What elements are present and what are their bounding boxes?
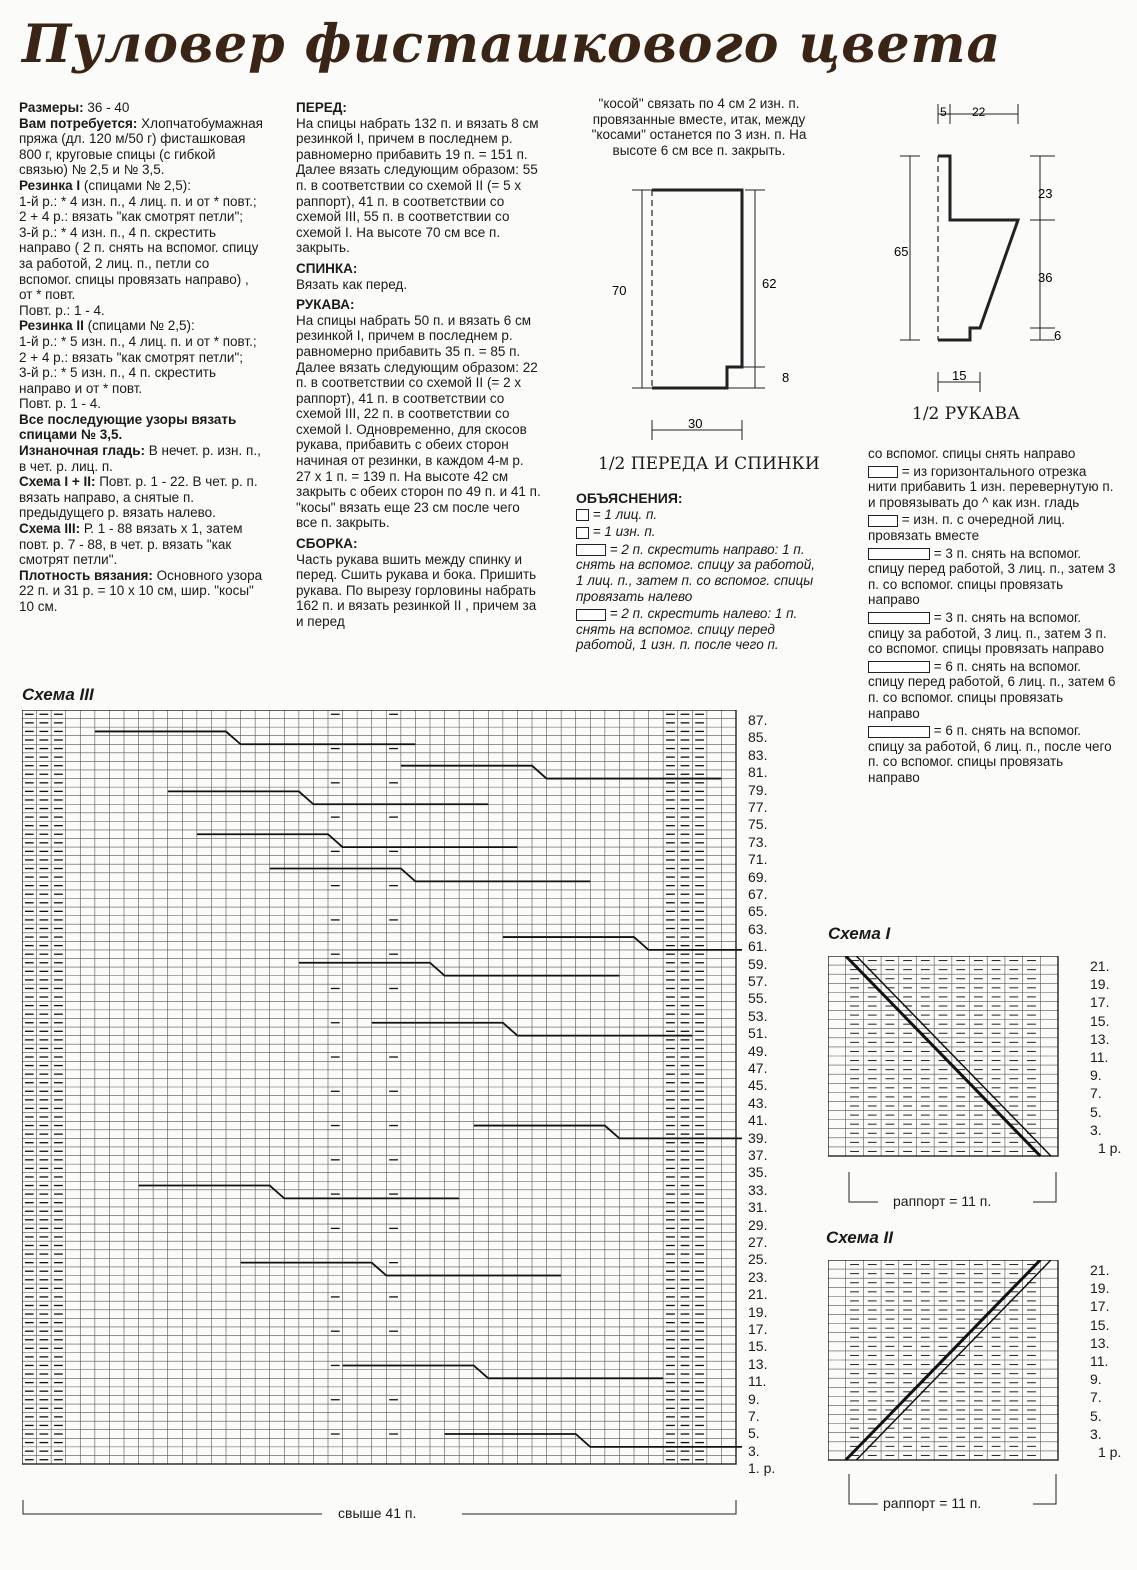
row-number: 5. <box>748 1425 760 1442</box>
dim-5: 5 <box>940 105 947 119</box>
instructions-heading: СПИНКА: <box>296 260 358 276</box>
materials-text: 36 - 40 <box>83 100 130 115</box>
materials-heading: Изнаночная гладь: <box>19 443 146 459</box>
row-number: 85. <box>748 729 768 746</box>
materials-paragraph <box>19 334 264 350</box>
materials-paragraph <box>19 318 264 334</box>
scheme2-label: Схема II <box>826 1228 893 1247</box>
materials-heading: Размеры: <box>19 100 84 115</box>
legend-item <box>576 507 826 523</box>
dim-30: 30 <box>688 416 703 431</box>
dim-6: 6 <box>1054 328 1062 343</box>
legend-text: = 3 п. снять на вспомог. спицу за работой, 3 лиц. п., затем 3 п. со вспомог. спицы провязать направо <box>868 609 1107 657</box>
scheme2-rapport: раппорт = 11 п. <box>883 1495 982 1511</box>
row-number: 23. <box>748 1268 768 1285</box>
materials-paragraph <box>19 521 264 568</box>
dim-8: 8 <box>782 370 790 385</box>
column-instructions <box>296 100 542 630</box>
materials-text: 3-й р.: * 5 изн. п., 4 п. скрестить направо и от * повт. <box>19 365 217 396</box>
dim-62: 62 <box>762 276 777 291</box>
legend-symbol-icon <box>868 548 930 560</box>
row-number: 59. <box>748 955 768 972</box>
legend-symbol-icon <box>576 544 606 556</box>
row-number: 21. <box>748 1286 768 1303</box>
legend-item <box>576 606 826 653</box>
row-number: 9. <box>748 1390 760 1407</box>
collar-text: "косой" связать по 4 см 2 изн. п. провязанные вместе, итак, между "косами" останется по 3 изн. п. На высоте 6 см все п. закрыть. <box>591 96 807 158</box>
row-number: 51. <box>748 1025 768 1042</box>
row-number: 73. <box>748 833 768 850</box>
row-number: 9. <box>1090 1067 1102 1084</box>
scheme1-label: Схема I <box>828 924 891 943</box>
legend-text: = изн. п. с очередной лиц. провязать вместе <box>868 512 1065 543</box>
row-number: 3. <box>748 1442 760 1459</box>
row-number: 65. <box>748 903 768 920</box>
row-number: 21. <box>1090 1262 1110 1278</box>
materials-heading: Схема I + II: <box>19 474 96 490</box>
instructions-heading: СБОРКА: <box>296 536 358 552</box>
row-number: 21. <box>1090 958 1110 974</box>
instructions-paragraph <box>296 261 542 292</box>
materials-text: Р. 1 - 88 вязать х 1, затем повт. р. 7 - 88, в чет. р. вязать "как смотрят петли". <box>19 521 243 568</box>
row-number: 33. <box>748 1181 768 1198</box>
legend-symbol-icon <box>868 466 898 478</box>
row-number: 19. <box>1090 1280 1110 1297</box>
materials-paragraph <box>19 116 264 178</box>
dim-65: 65 <box>894 244 909 259</box>
cable-line <box>474 1126 742 1139</box>
instructions-text: На спицы набрать 132 п. и вязать 8 см резинкой I, причем в последнем р. равномерно прибавить 19 п. = 151 п. Далее вязать следующим образом: 55 п. в соответствии со схемой II (= 5 х раппорт), 41 п. в соответствии со схемой III, 55 п. в соответствии со схемой I. На высоте 70 см все п. закрыть. <box>296 115 539 256</box>
materials-paragraph <box>19 225 264 303</box>
legend-text: = 3 п. снять на вспомог. спицу перед работой, 3 лиц. п., затем 3 п. со вспомог. спицы провязать направо <box>868 545 1116 608</box>
legend-symbol-icon <box>868 515 898 527</box>
row-number: 71. <box>748 851 768 868</box>
row-number: 37. <box>748 1147 768 1163</box>
legend-item <box>868 546 1116 608</box>
row-number: 15. <box>1090 1012 1110 1029</box>
row-number: 15. <box>748 1338 768 1355</box>
legend-right <box>868 446 1116 787</box>
instructions-heading: ПЕРЕД: <box>296 100 347 115</box>
front-back-schematic <box>590 170 820 450</box>
legend-item <box>868 464 1116 511</box>
grid-lines <box>22 710 736 1464</box>
legend-item <box>868 723 1116 785</box>
dim-70: 70 <box>612 283 627 298</box>
row-number: 1 р. <box>1098 1140 1122 1156</box>
row-number: 11. <box>1090 1353 1109 1369</box>
legend-symbol-icon <box>868 726 930 738</box>
materials-heading: Вам потребуется: <box>19 115 138 131</box>
materials-text: Повт. р. 1 - 22. В чет. р. п. вязать направо, а снятые п. предыдущего р. вязать налево. <box>19 474 258 521</box>
legend-symbol-icon <box>576 527 589 539</box>
instructions-text: Часть рукава вшить между спинку и перед. Сшить рукава и бока. Пришить рукава. По вырезу горловины набрать 162 п. и вязать резинкой II , причем за и перед <box>296 551 537 629</box>
row-number: 53. <box>748 1007 768 1024</box>
row-number: 5. <box>1090 1407 1102 1424</box>
scheme3-width-label: свыше 41 п. <box>338 1505 417 1521</box>
row-number: 31. <box>748 1199 768 1216</box>
dim-22: 22 <box>972 105 986 119</box>
row-number: 27. <box>748 1234 768 1250</box>
legend-text: = из горизонтального отрезка нити прибавить 1 изн. перевернутую п. и провязывать до ^ как изн. гладь <box>868 463 1114 510</box>
row-number: 13. <box>1090 1030 1110 1047</box>
row-number: 35. <box>748 1164 768 1181</box>
materials-paragraph <box>19 396 264 412</box>
dim-23: 23 <box>1038 186 1053 201</box>
row-number: 19. <box>748 1303 768 1320</box>
row-number: 41. <box>748 1112 768 1129</box>
row-number: 29. <box>748 1216 768 1233</box>
row-number: 15. <box>1090 1316 1110 1333</box>
row-number: 43. <box>748 1094 768 1111</box>
legend-text: = 1 изн. п. <box>589 524 656 540</box>
row-number: 77. <box>748 799 768 815</box>
scheme2-grid <box>828 1260 1078 1470</box>
legend-item <box>576 524 826 540</box>
row-number: 1. р. <box>748 1460 776 1477</box>
legend-text: = 6 п. снять на вспомог. спицу за работой, 6 лиц. п., после чего п. со вспомог. спицы провязать направо <box>868 723 1112 785</box>
row-number: 25. <box>748 1251 768 1268</box>
legend-text: = 1 лиц. п. <box>589 506 658 522</box>
materials-text: 3-й р.: * 4 изн. п., 4 п. скрестить направо ( 2 п. снять на вспомог. спицу за работой, 2 лиц. п., петли со вспомог. спицы провязать направо) , от * повт. <box>19 224 259 303</box>
materials-text: 2 + 4 р.: вязать "как смотрят петли"; <box>19 349 244 365</box>
row-number: 19. <box>1090 976 1110 993</box>
materials-paragraph <box>19 194 264 210</box>
sleeve-schematic <box>880 96 1070 396</box>
materials-text: Повт. р. 1 - 4. <box>19 396 102 412</box>
materials-text: (спицами № 2,5): <box>80 177 192 193</box>
materials-paragraph <box>19 100 264 116</box>
row-number: 7. <box>1090 1085 1102 1102</box>
legend-symbol-icon <box>868 612 930 624</box>
materials-paragraph <box>19 568 264 615</box>
materials-paragraph <box>19 209 264 225</box>
instructions-paragraph <box>296 536 542 630</box>
materials-text: 1-й р.: * 5 изн. п., 4 лиц. п. и от * повт.; <box>19 333 257 349</box>
page-title: Пуловер фисташкового цвета <box>22 14 1002 75</box>
row-number: 13. <box>1090 1334 1110 1351</box>
row-number: 17. <box>1090 994 1110 1011</box>
dim-36: 36 <box>1038 270 1053 285</box>
row-number: 79. <box>748 781 768 798</box>
row-number: 57. <box>748 973 768 989</box>
materials-heading: Резинка II <box>19 318 84 334</box>
row-number: 7. <box>748 1408 760 1424</box>
materials-paragraph <box>19 365 264 396</box>
materials-heading: Схема III: <box>19 521 81 537</box>
legend-item <box>868 446 1116 462</box>
row-number: 69. <box>748 868 768 885</box>
row-number: 13. <box>748 1355 768 1372</box>
row-number: 1 р. <box>1098 1444 1122 1460</box>
row-number: 81. <box>748 764 768 781</box>
materials-text: (спицами № 2,5): <box>83 318 195 334</box>
row-number: 67. <box>748 886 768 902</box>
legend-text: = 6 п. снять на вспомог. спицу перед работой, 6 лиц. п., затем 6 п. со вспомог. спицы провязать направо <box>868 658 1116 721</box>
row-number: 45. <box>748 1077 768 1094</box>
dim-15: 15 <box>952 368 967 383</box>
legend-symbol-icon <box>576 609 606 621</box>
scheme3-grid <box>22 710 742 1472</box>
sleeve-caption: 1/2 РУКАВА <box>912 404 1020 424</box>
instructions-text: На спицы набрать 50 п. и вязать 6 см резинкой I, причем в последнем р. равномерно прибавить 35 п. = 85 п. Далее вязать следующим образом: 22 п. в соответствии со схемой II (= 2 х раппорт), 41 п. в соответствии со схемой III, 22 п. в соответствии со схемой I. Одновременно, для скосов рукава, прибавить с обеих сторон начиная от резинки, в каждом 4-м р. 27 х 1 п. = 139 п. На высоте 42 см закрыть с обеих сторон по 49 п. и 41 п. "косы" вязать еще 23 см после чего все п. закрыть. <box>296 312 541 531</box>
materials-paragraph <box>19 350 264 366</box>
instructions-text: Вязать как перед. <box>296 276 408 292</box>
materials-text: В нечет. р. изн. п., в чет. р. лиц. п. <box>19 443 261 474</box>
row-number: 11. <box>748 1373 767 1390</box>
row-number: 11. <box>1090 1049 1109 1065</box>
row-number: 7. <box>1090 1389 1102 1406</box>
materials-paragraph <box>19 443 264 474</box>
row-number: 63. <box>748 920 768 937</box>
materials-text: 2 + 4 р.: вязать "как смотрят петли"; <box>19 209 244 225</box>
row-number: 83. <box>748 746 768 763</box>
row-number: 3. <box>1090 1425 1102 1442</box>
materials-text: Хлопчатобумажная пряжа (дл. 120 м/50 г) фисташковая 800 г, круговые спицы (с гибкой связью) № 2,5 и № 3,5. <box>19 115 263 178</box>
instructions-paragraph <box>296 297 542 531</box>
materials-heading: Все последующие узоры вязать спицами № 3,5. <box>19 411 237 443</box>
row-number: 49. <box>748 1042 768 1059</box>
instructions-paragraph <box>296 100 542 256</box>
scheme1-grid <box>828 956 1078 1166</box>
cable-line <box>445 1434 742 1447</box>
materials-paragraph <box>19 178 264 194</box>
materials-text: Повт. р.: 1 - 4. <box>19 302 105 318</box>
column-materials <box>19 100 264 615</box>
legend-left <box>576 491 826 655</box>
legend-symbol-icon <box>576 509 589 521</box>
legend-text: со вспомог. спицы снять направо <box>868 446 1076 461</box>
legend-symbol-icon <box>868 661 930 673</box>
scheme1-rapport: раппорт = 11 п. <box>893 1193 992 1209</box>
row-number: 87. <box>748 712 768 728</box>
row-number: 61. <box>748 938 768 955</box>
row-number: 5. <box>1090 1103 1102 1120</box>
materials-heading: Плотность вязания: <box>19 567 153 583</box>
materials-text: 1-й р.: * 4 изн. п., 4 лиц. п. и от * повт.; <box>19 193 257 209</box>
row-number: 17. <box>1090 1298 1110 1315</box>
front-back-caption: 1/2 ПЕРЕДА И СПИНКИ <box>598 454 820 474</box>
cable-line <box>503 937 742 950</box>
legend-text: = 2 п. скрестить направо: 1 п. снять на вспомог. спицу за работой, 1 лиц. п., затем п. со вспомог. спицы провязать налево <box>576 541 815 604</box>
materials-paragraph <box>19 474 264 521</box>
materials-paragraph <box>19 412 264 443</box>
legend-item <box>576 542 826 604</box>
row-number: 75. <box>748 816 768 833</box>
scheme3-label: Схема III <box>22 685 94 704</box>
materials-text: Основного узора 22 п. и 31 р. = 10 х 10 см, шир. "косы" 10 см. <box>19 567 263 614</box>
legend-item <box>868 659 1116 721</box>
instructions-heading: РУКАВА: <box>296 297 355 313</box>
row-number: 39. <box>748 1129 768 1146</box>
materials-paragraph <box>19 303 264 319</box>
row-number: 47. <box>748 1060 768 1076</box>
legend-item <box>868 610 1116 657</box>
row-number: 17. <box>748 1321 768 1337</box>
column-collar-text <box>574 96 824 158</box>
row-number: 9. <box>1090 1371 1102 1388</box>
legend-text: = 2 п. скрестить налево: 1 п. снять на вспомог. спицу перед работой, 1 изн. п. после чего п. <box>576 606 798 653</box>
legend-item <box>868 512 1116 543</box>
row-number: 55. <box>748 990 768 1007</box>
legend-title: ОБЪЯСНЕНИЯ: <box>576 490 683 506</box>
materials-heading: Резинка I <box>19 177 81 193</box>
row-number: 3. <box>1090 1121 1102 1138</box>
